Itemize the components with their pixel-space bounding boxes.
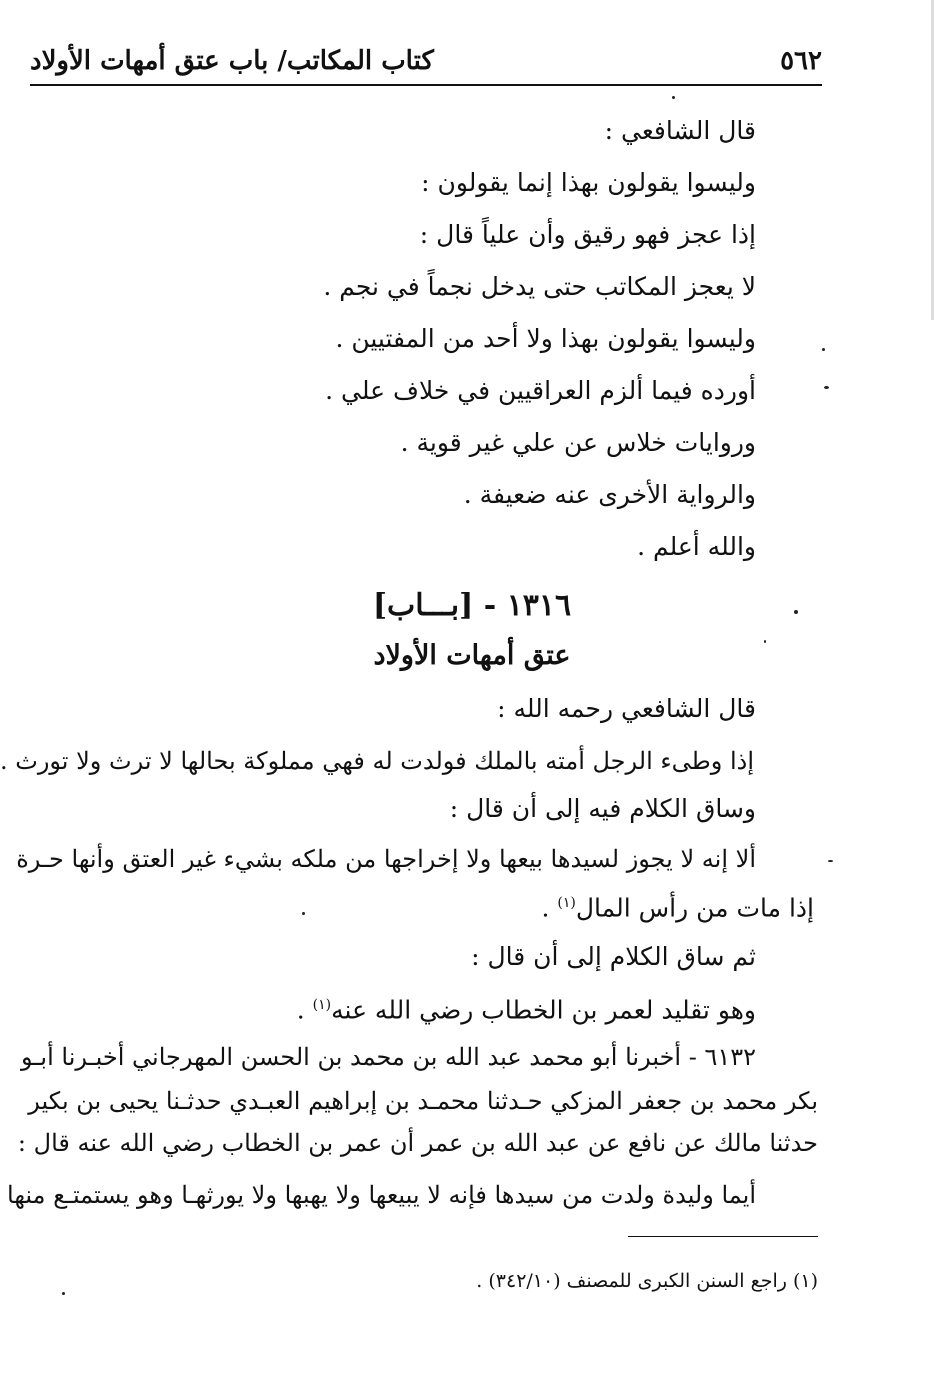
text-line: [542, 884, 815, 927]
page-header: [30, 44, 822, 86]
text-line: وليسوا يقولون بهذا إنما يقولون :: [421, 168, 756, 197]
text-line: إذا عجز فهو رقيق وأن علياً قال :: [419, 220, 756, 249]
text-line: والله أعلم .: [637, 532, 756, 561]
text-line: أورده فيما ألزم العراقيين في خلاف علي .: [325, 376, 756, 405]
scan-speck: [672, 96, 675, 99]
running-title: كتاب المكاتب/ باب عتق أمهات الأولاد: [30, 46, 434, 76]
text-line: قال الشافعي رحمه الله :: [497, 694, 756, 723]
line-end: .: [541, 893, 550, 923]
footnote-ref: (١): [557, 895, 576, 911]
text-line: لا يعجز المكاتب حتى يدخل نجماً في نجم .: [323, 272, 756, 301]
text-line: والرواية الأخرى عنه ضعيفة .: [463, 480, 756, 509]
scan-speck: [62, 1292, 65, 1295]
section-subheading: عتق أمهات الأولاد: [373, 640, 571, 671]
text-line: ألا إنه لا يجوز لسيدها بيعها ولا إخراجها من ملكه بشيء غير العتق وأنها حـرة: [16, 845, 756, 873]
scan-speck: [764, 640, 766, 643]
text-line: أيما وليدة ولدت من سيدها فإنه لا يبيعها ولا يهبها ولا يورثهـا وهو يستمتـع منها: [7, 1181, 756, 1209]
text-line: إذا وطىء الرجل أمته بالملك فولدت له فهي مملوكة بحالها لا ترث ولا تورث .: [0, 747, 754, 775]
text-line: ثم ساق الكلام إلى أن قال :: [471, 942, 756, 971]
line-text: وهو تقليد لعمر بن الخطاب رضي الله عنه: [331, 995, 756, 1025]
scan-speck: [794, 610, 798, 614]
scan-speck: [824, 386, 829, 389]
text-line: وروايات خلاس عن علي غير قوية .: [400, 428, 756, 457]
line-text: إذا مات من رأس المال: [575, 893, 814, 923]
text-line: وليسوا يقولون بهذا ولا أحد من المفتيين .: [335, 324, 756, 353]
section-heading: ١٣١٦ - [بـــاب]: [372, 588, 572, 623]
text-line: [297, 986, 756, 1029]
text-line: وساق الكلام فيه إلى أن قال :: [449, 794, 756, 823]
text-line: بكر محمد بن جعفر المزكي حـدثنا محمـد بن إبراهيم العبـدي حدثـنا يحيى بن بكير: [28, 1087, 818, 1115]
text-line: حدثنا مالك عن نافع عن عبد الله بن عمر أن عمر بن الخطاب رضي الله عنه قال :: [17, 1129, 818, 1157]
hadith-number-line: ٦١٣٢ - أخبرنا أبو محمد عبد الله بن محمد بن الحسن المهرجاني أخبـرنا أبـو: [21, 1043, 756, 1071]
footnote-separator: [628, 1236, 818, 1237]
footnote-ref: (١): [312, 997, 332, 1013]
text-line: قال الشافعي :: [604, 116, 756, 145]
scan-speck: [828, 860, 833, 862]
footnote: (١) راجع السنن الكبرى للمصنف (٣٤٢/١٠) .: [476, 1270, 818, 1292]
page-number: ٥٦٢: [780, 46, 822, 76]
line-end: .: [296, 995, 305, 1025]
scan-speck: [302, 912, 305, 915]
scan-speck: [822, 348, 825, 351]
